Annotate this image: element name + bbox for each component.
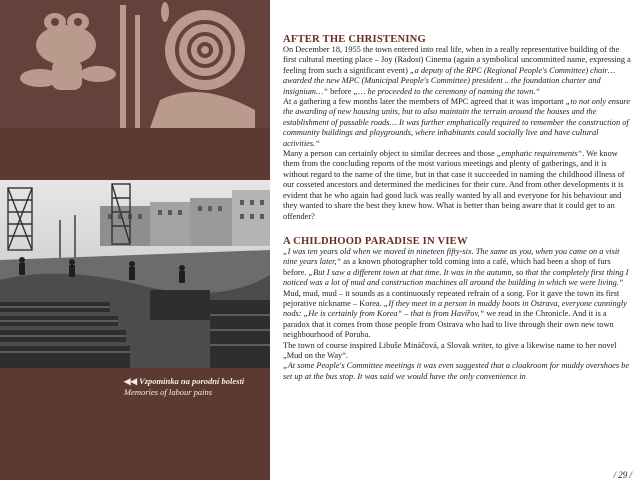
paragraph: [283, 149, 633, 222]
text-run: Mud, mud, mud – it sounds as a continuously repeated refrain of a song. For it gave the town its first pejorative nickname – Korea.: [283, 288, 620, 308]
section-heading-childhood-paradise: A CHILDHOOD PARADISE IN VIEW: [283, 235, 468, 247]
italic-quote-run: „… he proceeded to the ceremony of naming the town.“: [353, 86, 541, 96]
text-run: Many a person can certainly object to similar decrees and those: [283, 149, 497, 159]
italic-quote-run: „If they meet in a person in muddy boots in Ostrava, everyone cunningly nods: „He is certainly from Korea“ – that is from Havířov,“: [283, 298, 627, 319]
text-run: At a gathering a few months later the members of MPC agreed that it was important: [283, 97, 566, 107]
italic-quote-run: „I was ten years old when we moved in nineteen fifty-six. The same as you, when you came on a visit nine years later,“: [283, 246, 620, 267]
paragraph: [283, 97, 633, 149]
paragraph: [283, 289, 633, 341]
caption-czech-text: Vzpomínka na porodní bolesti: [139, 376, 245, 386]
text-run: On December 18, 1955 the town entered into real life, when in a really representative building of the first cultural meeting place – Joy (Radost) Cinema (again a symbolical uncommitted name, expressing a feeling from such a significant event): [283, 45, 631, 75]
caption-english-line: Memories of labour pains: [124, 387, 213, 397]
paragraph: [283, 341, 633, 362]
triangle-arrow-icon: ◀◀: [124, 376, 138, 386]
text-run: we read in the Chronicle. And it is a paradox that it comes from those people from Ostrava who had to live through their own new town neighbourhood of Poruba.: [283, 309, 614, 340]
left-column: [0, 0, 270, 480]
italic-quote-run: „But I saw a different town at that time. It was in the autumn, so that the completely first thing I noticed was a lot of mud and construction machines all around the building in which we were living.“: [283, 267, 629, 288]
decorative-artwork: [0, 0, 270, 128]
page-number: / 29 /: [613, 470, 632, 480]
historical-construction-photo: [0, 180, 270, 368]
construction-site-photo: [0, 180, 270, 368]
paragraph: [283, 45, 633, 97]
paragraph: [283, 361, 633, 382]
frog-and-snail-illustration: [0, 0, 270, 128]
italic-quote-run: „emphatic requirements“: [496, 149, 583, 159]
italic-quote-run: „to not only ensure the awarding of new housing units, but to also maintain the terrain around the houses and the establishment of passable roads… It was further emphatically required to remember the construction of community buildings and playgrounds, where inhabitants could socially live and have cultural activities.“: [283, 97, 631, 148]
article-column: [283, 34, 633, 382]
italic-quote-run: „a deputy of the RPC (Regional People's Committee) chair… awarded the new MPC (Municipal People's Committee) president .. the foundation charter and insignium…“: [283, 65, 616, 96]
paragraph: [283, 247, 633, 289]
text-run: before: [327, 86, 354, 96]
text-run: as a known photographer told coming into a café, which had been a shop of furs before.: [283, 257, 611, 277]
section-heading-after-christening: AFTER THE CHRISTENING: [283, 34, 426, 45]
italic-quote-run: „At some People's Committee meetings it was even suggested that a cloakroom for muddy overshoes be set up at the bus stop. It was said we would have the only convenience in: [283, 361, 630, 381]
photo-caption: [124, 376, 270, 398]
caption-czech-line: [124, 376, 270, 387]
text-run: The town of course inspired Libuše Mináčová, a Slovak writer, to give a likewise name to her novel „Mud on the Way“.: [283, 340, 617, 360]
text-run: . We know them from the concluding reports of the most various meetings and plenty of gatherings, and it is without regard to the name of the time, but in that case it succeeded in naming the childhood illness of our cosseted ancestors and determined the medicines for their cure. And from other developments it is evident that he who again had good luck was really wanted by all and everyone for his behaviour and they wanted to share the best they knew how. What is better than being aware that it could get to an offender?: [283, 149, 625, 221]
